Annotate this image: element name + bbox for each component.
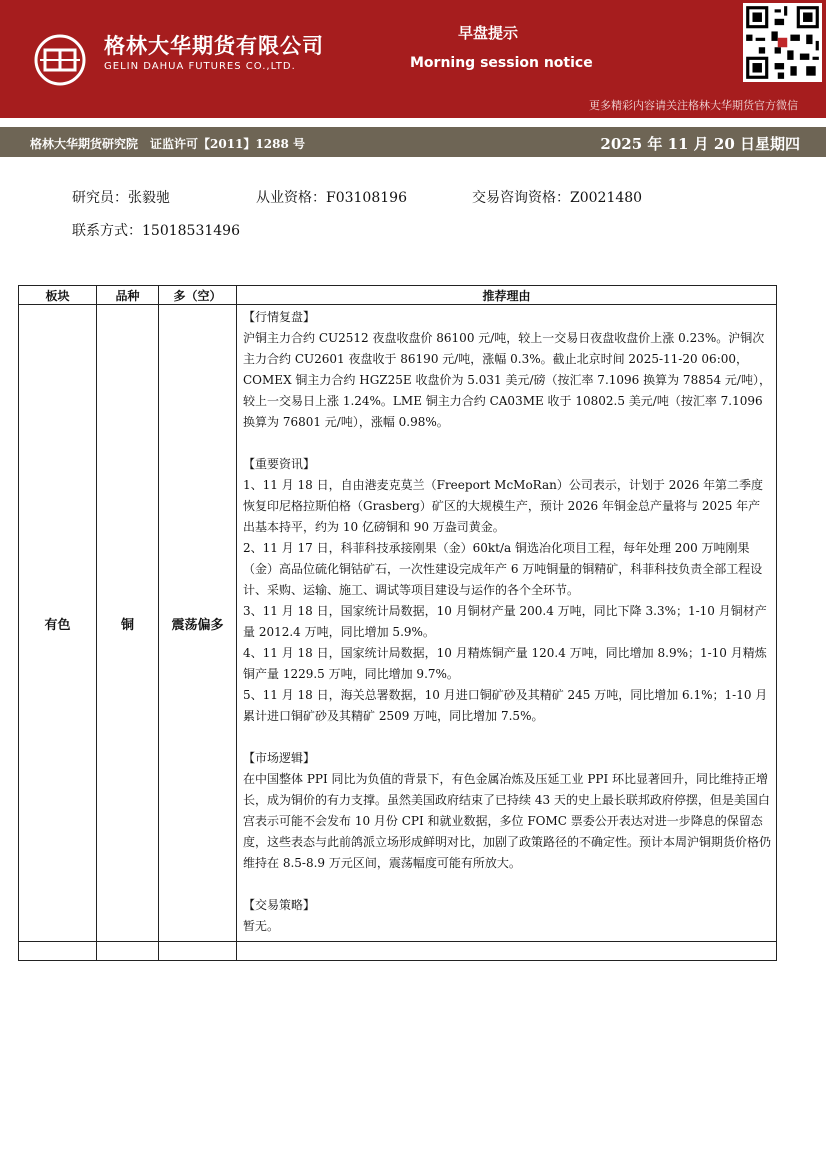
section-market-review [243,307,772,433]
section-title: 【市场逻辑】 [243,751,316,765]
follow-wechat-text: 更多精彩内容请关注格林大华期货官方微信 [589,99,798,112]
section-title: 【行情复盘】 [243,310,316,324]
report-title-en: Morning session notice [410,55,593,71]
table-header-row [19,286,777,305]
empty-cell [159,942,237,961]
sector-cell: 有色 [19,305,97,942]
direction-cell: 震荡偏多 [159,305,237,942]
company-name-en: GELIN DAHUA FUTURES CO.,LTD. [104,61,296,72]
company-name-cn: 格林大华期货有限公司 [104,34,324,58]
company-logo-icon [34,34,86,86]
header-variety: 品种 [97,286,159,305]
contact-info: 联系方式：15018531496 [72,223,240,239]
qualification-number: 从业资格：F03108196 [256,190,407,206]
reason-cell [237,305,777,942]
empty-cell [19,942,97,961]
news-item: 3、11 月 18 日，国家统计局数据，10 月铜材产量 200.4 万吨，同比下降 3.3%；1-10 月铜材产量 2012.4 万吨，同比增加 5.9%。 [243,604,767,639]
consult-qualification: 交易咨询资格：Z0021480 [472,190,643,206]
info-bar [0,127,826,157]
header-direction: 多（空） [159,286,237,305]
news-item: 4、11 月 18 日，国家统计局数据，10 月精炼铜产量 120.4 万吨，同比增加 8.9%；1-10 月精炼铜产量 1229.5 万吨，同比增加 9.7%。 [243,646,767,681]
section-paragraph: 沪铜主力合约 CU2512 夜盘收盘价 86100 元/吨，较上一交易日夜盘收盘价上涨 0.23%。沪铜次主力合约 CU2601 夜盘收于 86190 元/吨，涨幅 0.3%。截止北京时间 2025-11-20 06:00，COMEX 铜主力合约 HGZ25E 收盘价为 5.031 美元/磅（按汇率 7.1096 换算为 78854 元/吨），较上一交易日上涨 1.24%。LME 铜主力合约 CA03ME 收于 10802.5 美元/吨（按汇率 7.1096 换算为 76801 元/吨），涨幅 0.98%。 [243,331,771,429]
table-empty-row [19,942,777,961]
section-market-logic [243,748,772,874]
news-item: 5、11 月 18 日，海关总署数据，10 月进口铜矿砂及其精矿 245 万吨，同比增加 6.1%；1-10 月累计进口铜矿砂及其精矿 2509 万吨，同比增加 7.5%。 [243,688,768,723]
news-item: 2、11 月 17 日，科菲科技承接刚果（金）60kt/a 铜选冶化项目工程，每年处理 200 万吨刚果（金）高品位硫化铜钴矿石，一次性建设完成年产 6 万吨铜量的铜精矿，科菲科技负责全部工程设计、采购、运输、施工、调试等项目建设与运作的各个全环节。 [243,541,763,597]
empty-cell [237,942,777,961]
table-row [19,305,777,942]
header-banner [0,0,826,118]
news-item: 1、11 月 18 日，自由港麦克莫兰（Freeport McMoRan）公司表示，计划于 2026 年第二季度恢复印尼格拉斯伯格（Grasberg）矿区的大规模生产，预计 2026 年铜金总产量将与 2025 年产出基本持平，约为 10 亿磅铜和 90 万盎司黄金。 [243,478,764,534]
header-sector: 板块 [19,286,97,305]
empty-cell [97,942,159,961]
section-trading-strategy [243,895,772,937]
institute-license: 格林大华期货研究院 证监许可【2011】1288 号 [30,137,305,151]
section-paragraph: 在中国整体 PPI 同比为负值的背景下，有色金属冶炼及压延工业 PPI 环比显著回升，同比维持正增长，成为铜价的有力支撑。虽然美国政府结束了已持续 43 天的史上最长联邦政府停摆，但是美国白宫表示可能不会发布 10 月份 CPI 和就业数据，多位 FOMC 票委公开表达对进一步降息的保留态度，这些表态与此前鸽派立场形成鲜明对比，加剧了政策路径的不确定性。预计本周沪铜期货价格仍维持在 8.5-8.9 万元区间，震荡幅度可能有所放大。 [243,772,772,870]
header-reason: 推荐理由 [237,286,777,305]
recommendation-table [18,285,777,961]
section-important-news [243,454,772,727]
section-title: 【重要资讯】 [243,457,316,471]
researcher-name: 研究员：张毅驰 [72,190,170,206]
section-title: 【交易策略】 [243,898,316,912]
report-title-cn: 早盘提示 [458,24,519,42]
report-date: 2025 年 11 月 20 日星期四 [600,135,800,153]
qr-code-icon[interactable] [743,3,822,82]
variety-cell: 铜 [97,305,159,942]
section-paragraph: 暂无。 [243,919,280,933]
